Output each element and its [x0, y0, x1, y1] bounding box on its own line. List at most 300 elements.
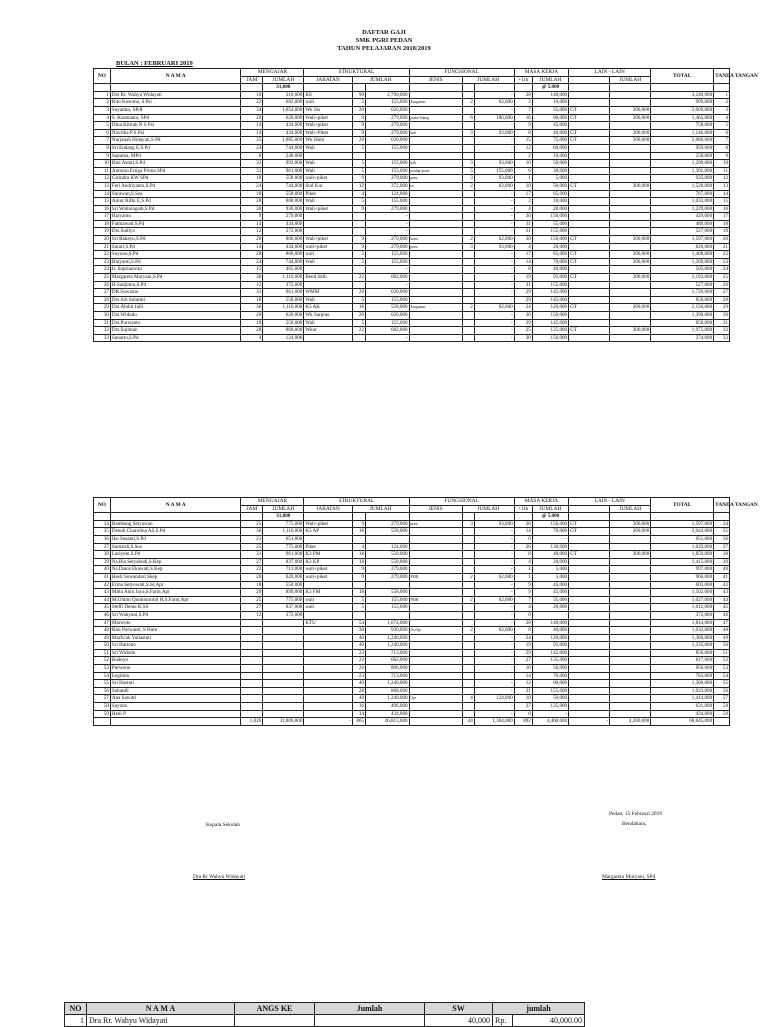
cell-jabatan	[304, 687, 352, 695]
cell-nama: Ns.Ria Setyabudi,S.Kep	[110, 558, 241, 566]
cell-jenis-fungsional	[409, 680, 462, 688]
cell-masa-kerja: 19	[514, 274, 532, 282]
cell-no: 41	[94, 573, 111, 581]
cell-jenis-fungsional: kali	[409, 160, 462, 168]
cell-jumlah-lain	[610, 589, 651, 597]
cell-jenis-fungsional	[409, 604, 462, 612]
cell-jumlah-fungsional: -	[474, 220, 514, 228]
cell-fungsional-jam	[462, 703, 474, 711]
cell-jumlah-masa-kerja: 155,000	[532, 281, 568, 289]
cell-jumlah-masa-kerja: 150,000	[532, 520, 568, 528]
cell-jumlah-masa-kerja: -	[532, 710, 568, 718]
cell-struktural-jam: 4	[352, 543, 365, 551]
cell-jumlah-fungsional: -	[474, 589, 514, 597]
cell-nama: Marfu'ah Yuliastuti	[110, 634, 241, 642]
cell-nama: Supama, MPd	[110, 152, 241, 160]
col-struktural: STRUKTURAL	[304, 69, 409, 77]
table-row	[94, 296, 730, 304]
cell-jabatan	[304, 672, 352, 680]
cell-jumlah-masa-kerja: 20,000	[532, 205, 568, 213]
school-name: SMK PGRI PEDAN	[355, 37, 413, 44]
cell-jumlah-lain	[610, 649, 651, 657]
cell-jumlah-lain: 300,000	[610, 327, 651, 335]
cell-jam	[241, 619, 263, 627]
cell-lain-jenis	[569, 175, 610, 183]
cell-jam: 36	[241, 304, 263, 312]
cell-struktural-jam	[352, 213, 365, 221]
cell-jumlah-mengajar: 713,000	[263, 566, 304, 574]
cell-jumlah-fungsional: -	[474, 152, 514, 160]
cell-fungsional-jam	[462, 611, 474, 619]
cell-jumlah-mengajar: 868,000	[263, 198, 304, 206]
cell-jumlah-lain	[610, 198, 651, 206]
cell-struktural-jam: 9	[352, 114, 365, 122]
cell-jumlah-lain	[610, 680, 651, 688]
cell-masa-kerja: 29	[514, 319, 532, 327]
cell-jam	[241, 642, 263, 650]
cell-jam: 4	[241, 334, 263, 342]
cell-total: 505,000	[651, 266, 714, 274]
cell-jumlah-masa-kerja: 125,000	[532, 327, 568, 335]
cell-jenis-fungsional: prasr	[409, 175, 462, 183]
cell-total: 758,000	[651, 122, 714, 130]
subcol-plus1th-6: +1th	[514, 76, 532, 84]
cell-jumlah-mengajar: 558,000	[263, 175, 304, 183]
cell-jumlah-lain	[610, 243, 651, 251]
cell-jumlah-struktural: 155,000	[366, 296, 410, 304]
cell-jumlah-struktural: 713,000	[366, 672, 410, 680]
table-row	[94, 611, 730, 619]
cell-fungsional-jam: 3	[462, 160, 474, 168]
cell-no: 16	[94, 205, 111, 213]
cell-masa-kerja: 17	[514, 251, 532, 259]
cell-tanda-tangan: 38	[714, 551, 730, 559]
cell-jumlah-lain	[610, 228, 651, 236]
cell-fungsional-jam: 2	[462, 596, 474, 604]
cell-total: 1,360,000	[651, 634, 714, 642]
cell-nama: Sri Hartono	[110, 642, 241, 650]
cell-total: 817,000	[651, 657, 714, 665]
cell-jumlah-struktural: 558,000	[366, 558, 410, 566]
col-tanda-tangan: TANDA TANGAN	[714, 69, 730, 84]
cell-struktural-jam: 9	[352, 129, 365, 137]
angs-col-no: NO	[65, 1003, 87, 1015]
table-row	[94, 129, 730, 137]
cell-jenis-fungsional	[409, 551, 462, 559]
cell-jabatan: Wali	[304, 258, 352, 266]
cell-jabatan	[304, 334, 352, 342]
cell-lain-jenis	[569, 634, 610, 642]
cell-fungsional-jam	[462, 274, 474, 282]
cell-jumlah-struktural: 279,000	[366, 114, 410, 122]
cell-jumlah-mengajar	[263, 642, 304, 650]
cell-jumlah-masa-kerja: 150,000	[532, 236, 568, 244]
table-row	[94, 543, 730, 551]
cell-jam: 36	[241, 528, 263, 536]
cell-lain-jenis: GT	[569, 304, 610, 312]
table-row	[94, 243, 730, 251]
cell-fungsional-jam: 6	[462, 114, 474, 122]
cell-lain-jenis	[569, 289, 610, 297]
cell-jumlah-fungsional: -	[474, 281, 514, 289]
cell-tanda-tangan: 46	[714, 611, 730, 619]
treasurer-title: Bendahara,	[622, 821, 647, 827]
cell-jumlah-lain: 300,000	[610, 551, 651, 559]
col-mengajar: MENGAJAR	[241, 498, 304, 506]
cell-struktural-jam: 12	[352, 182, 365, 190]
table-row	[94, 190, 730, 198]
cell-jumlah-masa-kerja: 45,000	[532, 589, 568, 597]
cell-nama: Nurjanah Hidayati,S.Pd	[110, 137, 241, 145]
cell-no: 23	[94, 258, 111, 266]
cell-nama: Surawan,S.Sos	[110, 190, 241, 198]
cell-jenis-fungsional	[409, 190, 462, 198]
table-row	[94, 122, 730, 130]
cell-jumlah-lain	[610, 581, 651, 589]
total-cell-jam: 1,026	[241, 718, 263, 726]
cell-total: 1,465,000	[651, 114, 714, 122]
cell-struktural-jam: 9	[352, 243, 365, 251]
cell-jumlah-masa-kerja: 50,000	[532, 182, 568, 190]
cell-nama: Heni P	[110, 710, 241, 718]
cell-jumlah-fungsional: -	[474, 289, 514, 297]
cell-total: 783,000	[651, 672, 714, 680]
cell-fungsional-jam	[462, 551, 474, 559]
table-row	[94, 281, 730, 289]
cell-jumlah-lain	[610, 122, 651, 130]
cell-jumlah-lain: 300,000	[610, 236, 651, 244]
cell-jam: 14	[241, 122, 263, 130]
table-row	[94, 198, 730, 206]
col-fungsional: FUNGSIONAL	[409, 498, 514, 506]
cell-tanda-tangan: 57	[714, 695, 730, 703]
cell-no: 17	[94, 213, 111, 221]
cell-tanda-tangan: 1	[714, 91, 730, 99]
table-row	[94, 604, 730, 612]
cell-total: 2,193,000	[651, 274, 714, 282]
cell-jumlah-fungsional: -	[474, 566, 514, 574]
cell-struktural-jam: 5	[352, 99, 365, 107]
cell-jumlah-masa-kerja: 40,000	[532, 266, 568, 274]
cell-jumlah-masa-kerja: 150,000	[532, 334, 568, 342]
table-row	[94, 266, 730, 274]
cell-jabatan: K3 AK	[304, 304, 352, 312]
installment-row	[65, 1015, 585, 1027]
cell-lain-jenis	[569, 657, 610, 665]
cell-no: 49	[94, 634, 111, 642]
cell-jumlah-masa-kerja: 10,000	[532, 152, 568, 160]
table-row	[94, 687, 730, 695]
cell-jenis-fungsional	[409, 665, 462, 673]
cell-jumlah-struktural: 279,000	[366, 520, 410, 528]
cell-jenis-fungsional	[409, 327, 462, 335]
cell-total: 1,033,000	[651, 198, 714, 206]
cell-struktural-jam: 9	[352, 573, 365, 581]
col-lain: LAIN - LAIN	[569, 498, 651, 506]
cell-jumlah-lain	[610, 634, 651, 642]
cell-tanda-tangan: 14	[714, 190, 730, 198]
cell-fungsional-jam	[462, 589, 474, 597]
subcol-jumlah-7: JUMLAH	[532, 505, 568, 513]
cell-lain-jenis	[569, 296, 610, 304]
cell-lain-jenis	[569, 604, 610, 612]
cell-jumlah-masa-kerja: 60,000	[532, 144, 568, 152]
cell-nama: DR.Suwarno	[110, 289, 241, 297]
cell-tanda-tangan: 33	[714, 334, 730, 342]
cell-jumlah-fungsional: -	[474, 137, 514, 145]
cell-jumlah-fungsional: -	[474, 680, 514, 688]
cell-jabatan: K3 KP	[304, 558, 352, 566]
cell-tanda-tangan: 30	[714, 312, 730, 320]
cell-jumlah-mengajar	[263, 710, 304, 718]
cell-jumlah-lain: 300,000	[610, 129, 651, 137]
cell-tanda-tangan: 24	[714, 266, 730, 274]
cell-jumlah-struktural: 1,240,000	[366, 642, 410, 650]
cell-no: 44	[94, 596, 111, 604]
cell-jam: 20	[241, 573, 263, 581]
cell-jam: 14	[241, 220, 263, 228]
cell-jumlah-fungsional: -	[474, 535, 514, 543]
cell-struktural-jam: 18	[352, 558, 365, 566]
table-row	[94, 152, 730, 160]
cell-struktural-jam: 23	[352, 672, 365, 680]
cell-jabatan: wali+piket	[304, 566, 352, 574]
cell-tanda-tangan: 27	[714, 289, 730, 297]
cell-jumlah-mengajar	[263, 687, 304, 695]
cell-masa-kerja: 16	[514, 114, 532, 122]
cell-fungsional-jam: 2	[462, 573, 474, 581]
cell-jabatan: K3 AP	[304, 528, 352, 536]
cell-jam: 22	[241, 99, 263, 107]
cell-tanda-tangan: 25	[714, 274, 730, 282]
cell-lain-jenis: GT	[569, 528, 610, 536]
cell-jam: 23	[241, 566, 263, 574]
table-row	[94, 551, 730, 559]
total-cell-tanda-tangan	[714, 718, 730, 726]
table-row	[94, 258, 730, 266]
cell-jumlah-fungsional: -	[474, 205, 514, 213]
table-row	[94, 251, 730, 259]
rate-cell-6	[366, 84, 410, 92]
cell-tanda-tangan: 2	[714, 99, 730, 107]
cell-jumlah-masa-kerja: 10,000	[532, 198, 568, 206]
cell-no: 4	[94, 114, 111, 122]
cell-jumlah-lain	[610, 167, 651, 175]
rate-cell-4	[304, 513, 352, 521]
cell-jumlah-masa-kerja: 140,000	[532, 91, 568, 99]
cell-jabatan	[304, 710, 352, 718]
cell-total: 603,000	[651, 581, 714, 589]
cell-jumlah-struktural: 124,000	[366, 543, 410, 551]
cell-jumlah-struktural: 155,000	[366, 258, 410, 266]
cell-total: 1,229,000	[651, 205, 714, 213]
cell-jumlah-lain	[610, 604, 651, 612]
cell-jumlah-fungsional: -	[474, 672, 514, 680]
cell-no: 27	[94, 289, 111, 297]
cell-no: 57	[94, 695, 111, 703]
cell-nama: Feri Andriyanto,S.Pd	[110, 182, 241, 190]
cell-lain-jenis	[569, 228, 610, 236]
cell-masa-kerja: 8	[514, 627, 532, 635]
cell-jumlah-struktural: 434,000	[366, 710, 410, 718]
cell-nama: Budoyo	[110, 657, 241, 665]
cell-total: 1,146,000	[651, 129, 714, 137]
cell-no: 20	[94, 236, 111, 244]
cell-nama: Subandi	[110, 687, 241, 695]
cell-no: 32	[94, 327, 111, 335]
cell-jabatan: Wali	[304, 296, 352, 304]
cell-masa-kerja: 9	[514, 589, 532, 597]
cell-jenis-fungsional: prasr	[409, 520, 462, 528]
cell-no: 43	[94, 589, 111, 597]
cell-jenis-fungsional	[409, 319, 462, 327]
cell-masa-kerja: 29	[514, 296, 532, 304]
cell-jabatan: wali	[304, 604, 352, 612]
cell-jumlah-mengajar: 434,000	[263, 129, 304, 137]
cell-no: 18	[94, 220, 111, 228]
cell-jumlah-masa-kerja: 50,000	[532, 665, 568, 673]
cell-tanda-tangan: 51	[714, 649, 730, 657]
cell-jumlah-fungsional: -	[474, 657, 514, 665]
rate-cell-7	[409, 513, 462, 521]
cell-nama: Sri Wahyuni,S.Pd	[110, 611, 241, 619]
cell-struktural-jam: 16	[352, 703, 365, 711]
cell-jumlah-mengajar: 992,000	[263, 160, 304, 168]
cell-masa-kerja: 26	[514, 543, 532, 551]
cell-tanda-tangan: 43	[714, 589, 730, 597]
cell-fungsional-jam: 5	[462, 167, 474, 175]
cell-lain-jenis	[569, 160, 610, 168]
cell-struktural-jam: 90	[352, 91, 365, 99]
cell-jumlah-struktural: -	[366, 281, 410, 289]
col-no: NO	[94, 69, 111, 84]
cell-jenis-fungsional	[409, 205, 462, 213]
cell-jumlah-fungsional: -	[474, 649, 514, 657]
cell-masa-kerja: 11	[514, 220, 532, 228]
cell-tanda-tangan: 23	[714, 258, 730, 266]
cell-jumlah-fungsional: -	[474, 213, 514, 221]
cell-masa-kerja: 30	[514, 334, 532, 342]
cell-jumlah-struktural: 279,000	[366, 573, 410, 581]
cell-jumlah-fungsional: 62,000	[474, 573, 514, 581]
cell-jumlah-lain	[610, 566, 651, 574]
cell-jumlah-fungsional: -	[474, 642, 514, 650]
cell-fungsional-jam	[462, 687, 474, 695]
payroll-table-2	[93, 497, 758, 726]
cell-jabatan: wali	[304, 99, 352, 107]
rate-cell-11: @ 5.000	[532, 513, 568, 521]
cell-struktural-jam	[352, 220, 365, 228]
cell-fungsional-jam	[462, 190, 474, 198]
cell-fungsional-jam: 4	[462, 695, 474, 703]
cell-tanda-tangan: 22	[714, 251, 730, 259]
cell-total: 1,032,000	[651, 627, 714, 635]
cell-nama: Erma Setyowati,S.Si,Apt	[110, 581, 241, 589]
cell-jabatan: wali+piket	[304, 175, 352, 183]
cell-jumlah-lain	[610, 289, 651, 297]
cell-jumlah-masa-kerja: 40,000	[532, 551, 568, 559]
academic-year: TAHUN PELAJARAN 2018/2019	[337, 45, 431, 52]
cell-jumlah-struktural: 868,000	[366, 687, 410, 695]
cell-jumlah-mengajar: 961,000	[263, 289, 304, 297]
cell-jenis-fungsional	[409, 213, 462, 221]
cell-struktural-jam	[352, 581, 365, 589]
cell-tanda-tangan: 44	[714, 596, 730, 604]
cell-struktural-jam: 5	[352, 596, 365, 604]
cell-jumlah-masa-kerja: 80,000	[532, 114, 568, 122]
cell-jumlah-mengajar: 899,000	[263, 589, 304, 597]
cell-jumlah-fungsional: -	[474, 334, 514, 342]
cell-struktural-jam: 5	[352, 251, 365, 259]
table-row	[94, 558, 730, 566]
angs-total: 40,000.00	[513, 1015, 585, 1027]
angs-nama: Dra Rr. Wahyu Widayati	[87, 1015, 235, 1027]
cell-jumlah-masa-kerja: -	[532, 535, 568, 543]
table-row	[94, 703, 730, 711]
total-cell-struktural-jam: 865	[352, 718, 365, 726]
cell-lain-jenis: GT	[569, 106, 610, 114]
cell-jumlah-struktural: -	[366, 266, 410, 274]
cell-jumlah-masa-kerja: 70,000	[532, 258, 568, 266]
table-row	[94, 596, 730, 604]
cell-jumlah-masa-kerja: 145,000	[532, 319, 568, 327]
cell-nama: Purwono	[110, 665, 241, 673]
cell-jumlah-lain	[610, 144, 651, 152]
cell-masa-kerja: 6	[514, 167, 532, 175]
cell-lain-jenis	[569, 619, 610, 627]
cell-fungsional-jam	[462, 312, 474, 320]
cell-jenis-fungsional	[409, 296, 462, 304]
cell-jam	[241, 649, 263, 657]
cell-masa-kerja: 7	[514, 596, 532, 604]
col-nama: N A M A	[110, 498, 241, 513]
cell-jumlah-masa-kerja: 70,000	[532, 672, 568, 680]
cell-jumlah-fungsional: -	[474, 634, 514, 642]
cell-jabatan: Wali+piket	[304, 520, 352, 528]
cell-total: 1,390,000	[651, 312, 714, 320]
subcol-jumlah-5: JUMLAH	[462, 76, 514, 84]
cell-lain-jenis: GT	[569, 137, 610, 145]
cell-jumlah-lain	[610, 266, 651, 274]
cell-jumlah-lain: 300,000	[610, 520, 651, 528]
cell-masa-kerja: 30	[514, 520, 532, 528]
cell-jenis-fungsional	[409, 611, 462, 619]
cell-jenis-fungsional	[409, 634, 462, 642]
cell-jumlah-lain	[610, 160, 651, 168]
cell-struktural-jam: 22	[352, 327, 365, 335]
cell-lain-jenis	[569, 611, 610, 619]
cell-tanda-tangan: 4	[714, 114, 730, 122]
cell-masa-kerja: 9	[514, 122, 532, 130]
cell-jumlah-masa-kerja: 155,000	[532, 228, 568, 236]
cell-jumlah-lain	[610, 205, 651, 213]
cell-tanda-tangan: 6	[714, 129, 730, 137]
cell-fungsional-jam	[462, 106, 474, 114]
table-row	[94, 657, 730, 665]
cell-jumlah-lain	[610, 91, 651, 99]
cell-fungsional-jam	[462, 581, 474, 589]
cell-jabatan	[304, 535, 352, 543]
angs-rp: Rp.	[493, 1015, 513, 1027]
rate-cell-3: 31,000	[263, 513, 304, 521]
cell-total: 858,000	[651, 319, 714, 327]
cell-total: 527,000	[651, 281, 714, 289]
cell-total: 1,335,000	[651, 642, 714, 650]
cell-jumlah-masa-kerja: -	[532, 611, 568, 619]
rate-cell-13	[610, 513, 651, 521]
cell-total: 2,044,000	[651, 528, 714, 536]
cell-jumlah-mengajar	[263, 665, 304, 673]
